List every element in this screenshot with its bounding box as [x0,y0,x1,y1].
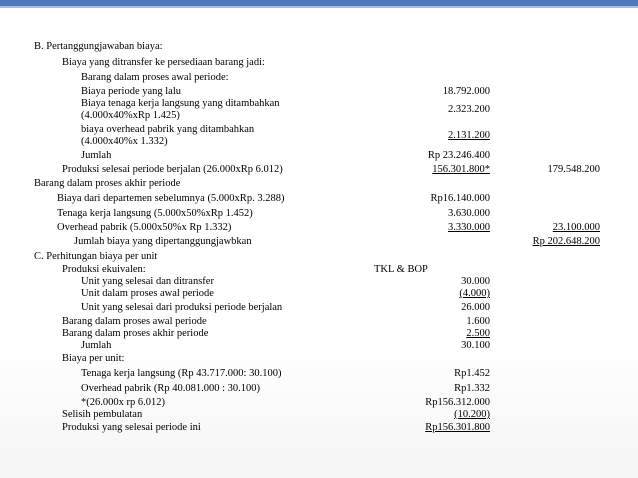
eq-row-value: 2.500 [466,328,490,339]
overhead-end-value: 3.330.000 [448,222,490,233]
final-label: Produksi yang selesai periode ini [62,422,201,433]
rounding-label: Selisih pembulatan [62,409,143,420]
overhead-added-value: 2.131.200 [448,130,490,141]
eq-row-label: Jumlah [81,340,112,351]
column-header-tkl-bop: TKL & BOP [374,264,428,275]
labor-unit-value: Rp1.452 [454,368,490,379]
wip-begin-heading: Barang dalam proses awal periode: [81,72,229,83]
section-b-heading: B. Pertanggungjawaban biaya: [34,41,163,52]
overhead-unit-value: Rp1.332 [454,383,490,394]
labor-added-value: 2.323.200 [448,104,490,115]
eq-row-label: Barang dalam proses awal periode [62,316,207,327]
labor-added-label-1: Biaya tenaga kerja langsung yang ditambahkan [81,98,280,109]
overhead-added-label-1: biaya overhead pabrik yang ditambahkan [81,124,255,135]
grand-total-label: Jumlah biaya yang dipertanggungjawbkan [74,236,252,247]
prev-dept-value: Rp16.140.000 [430,193,490,204]
note-label: *(26.000x rp 6.012) [81,397,165,408]
labor-added-label-2: (4.000x40%xRp 1.425) [81,110,180,121]
eq-row-value: 30.000 [461,276,490,287]
overhead-end-label: Overhead pabrik (5.000x50%x Rp 1.332) [57,222,232,233]
eq-row-value: 30.100 [461,340,490,351]
transfer-heading: Biaya yang ditransfer ke persediaan barang jadi: [62,57,265,68]
labor-end-value: 3.630.000 [448,208,490,219]
prior-cost-label: Biaya periode yang lalu [81,86,182,97]
eq-row-label: Unit dalam proses awal periode [81,288,214,299]
eq-row-label: Barang dalam proses akhir periode [62,328,209,339]
note-value: Rp156.312.000 [425,397,490,408]
eq-row-value: 1.600 [466,316,490,327]
eq-row-label: Unit yang selesai dari produksi periode berjalan [81,302,283,313]
completed-value: 156.301.800* [432,164,490,175]
overhead-added-label-2: (4.000x40%x 1.332) [81,136,168,147]
wip-end-total-value: 23.100.000 [552,222,600,233]
unit-cost-label: Biaya per unit: [62,353,125,364]
prior-cost-value: 18.792.000 [442,86,490,97]
labor-unit-label: Tenaga kerja langsung (Rp 43.717.000: 30.100) [81,368,282,379]
rounding-value: (10.200) [454,409,490,420]
eq-row-value: 26.000 [461,302,490,313]
eq-row-value: (4.000) [459,288,490,299]
grand-total-value: Rp 202.648.200 [532,236,600,247]
subtotal-label: Jumlah [81,150,112,161]
wip-end-heading: Barang dalam proses akhir periode [34,178,181,189]
equivalent-production-label: Produksi ekuivalen: [62,264,146,275]
overhead-unit-label: Overhead pabrik (Rp 40.081.000 : 30.100) [81,383,261,394]
prev-dept-label: Biaya dari departemen sebelumnya (5.000xRp. 3.288) [57,193,285,204]
labor-end-label: Tenaga kerja langsung (5.000x50%xRp 1.452) [57,208,253,219]
subtotal-value: Rp 23.246.400 [427,150,490,161]
section-c-heading: C. Perhitungan biaya per unit [34,251,158,262]
completed-label: Produksi selesai periode berjalan (26.000xRp 6.012) [62,164,283,175]
eq-row-label: Unit yang selesai dan ditransfer [81,276,214,287]
transfer-total-value: 179.548.200 [547,164,600,175]
final-value: Rp156.301.800 [425,422,490,433]
